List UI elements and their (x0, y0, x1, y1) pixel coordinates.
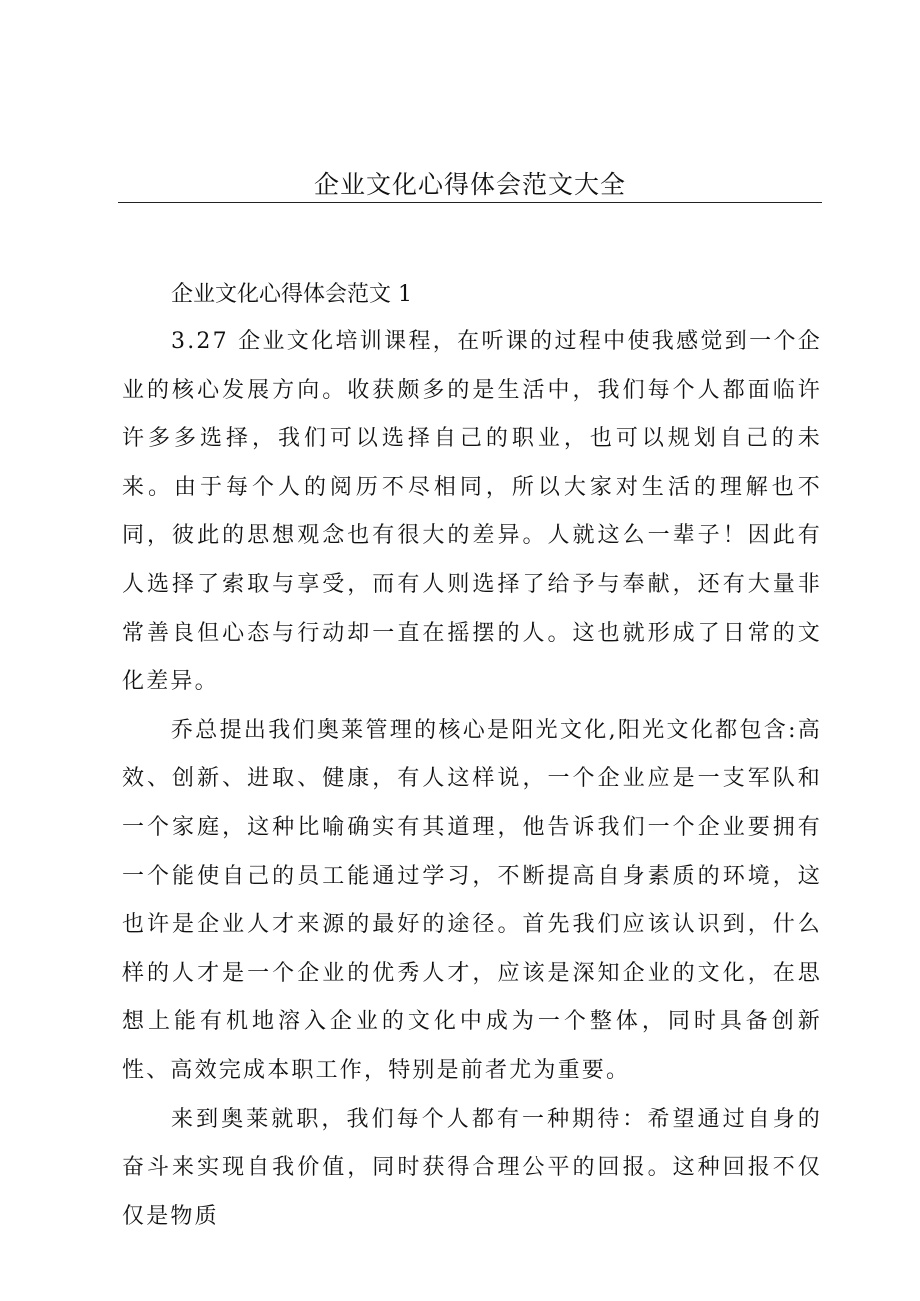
paragraph-3: 来到奥莱就职，我们每个人都有一种期待：希望通过自身的奋斗来实现自我价值，同时获得合理公平的回报。这种回报不仅仅是物质 (122, 1106, 822, 1229)
title-underline (118, 202, 822, 203)
section-heading: 企业文化心得体会范文 1 (171, 282, 412, 307)
paragraph-2: 乔总提出我们奥莱管理的核心是阳光文化,阳光文化都包含:高效、创新、进取、健康，有人这样说，一个企业应是一支军队和一个家庭，这种比喻确实有其道理，他告诉我们一个企业要拥有一个能使自己的员工能通过学习，不断提高自身素质的环境，这也许是企业人才来源的最好的途径。首先我们应该认识到，什么样的人才是一个企业的优秀人才，应该是深知企业的文化，在思想上能有机地溶入企业的文化中成为一个整体，同时具备创新性、高效完成本职工作，特别是前者尤为重要。 (122, 717, 822, 1083)
document-title: 企业文化心得体会范文大全 (313, 170, 626, 199)
document-body (122, 272, 822, 1241)
paragraph-1: 3.27 企业文化培训课程，在听课的过程中使我感觉到一个企业的核心发展方向。收获颇多的是生活中，我们每个人都面临许许多多选择，我们可以选择自己的职业，也可以规划自己的未来。由于每个人的阅历不尽相同，所以大家对生活的理解也不同，彼此的思想观念也有很大的差异。人就这么一辈子！因此有人选择了索取与享受，而有人则选择了给予与奉献，还有大量非常善良但心态与行动却一直在摇摆的人。这也就形成了日常的文化差异。 (122, 329, 822, 695)
